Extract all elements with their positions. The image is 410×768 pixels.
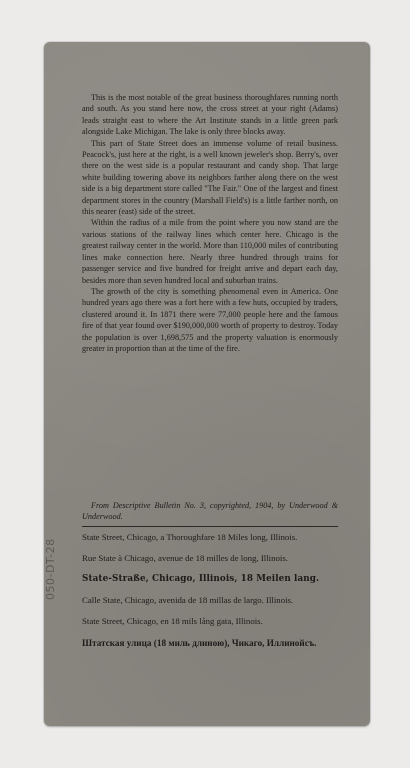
title-russian: Штатская улица (18 миль длиною), Чикаго, Иллинойсъ. <box>82 638 317 648</box>
copyright-credit: From Descriptive Bulletin No. 3, copyrighted, 1904, by Underwood & Underwood. <box>82 501 338 522</box>
title-spanish: Calle State, Chicago, avenida de 18 millas de largo. Illinois. <box>82 595 294 605</box>
title-translations <box>82 532 338 659</box>
pencil-inventory-note: 050-DT-28 <box>44 538 57 600</box>
title-german: State-Straße, Chicago, Illinois, 18 Meilen lang. <box>82 574 320 584</box>
paragraph-2: This part of State Street does an immense volume of retail business. Peacock's, just here at the right, is a well known jeweler's shop. Berry's, over there on the west side is a popular restaurant and candy shop. That large white building towering above its neighbors farther along there on the west side is a big department store called "The Fair." One of the largest and finest department stores in the country (Marshall Field's) is a little farther north, on this nearer (east) side of the street. <box>82 138 338 217</box>
divider-rule <box>82 526 338 527</box>
paragraph-4: The growth of the city is something phenomenal even in America. One hundred years ago there was a fort here with a few huts, occupied by traders, clustered around it. In 1871 there were 77,000 people here and the famous fire of that year found over $190,000,000 worth of property to destroy. Today the population is over 1,698,575 and the property valuation is enormously greater in proportion than at the time of the fire. <box>82 286 338 353</box>
description-text <box>82 92 338 354</box>
paragraph-1: This is the most notable of the great business thoroughfares running north and south. As you stand here now, the cross street at your right (Adams) leads straight east to where the Art Institute stands in a little green park alongside Lake Michigan. The lake is only three blocks away. <box>82 93 338 137</box>
title-swedish: State Street, Chicago, en 18 mils lång gata, Illinois. <box>82 616 263 626</box>
title-english: State Street, Chicago, a Thoroughfare 18 Miles long, Illinois. <box>82 532 298 542</box>
title-french: Rue State à Chicago, avenue de 18 milles de long, Illinois. <box>82 553 288 563</box>
paragraph-3: Within the radius of a mile from the point where you now stand are the various stations of the railway lines which center here. Chicago is the greatest railway center in the world. More than 110,000 miles of contributing lines make connection here. Nearly three hundred through trains for passenger service and five hundred for freight arrive and depart each day, besides more than seven hundred local and suburban trains. <box>82 218 338 285</box>
